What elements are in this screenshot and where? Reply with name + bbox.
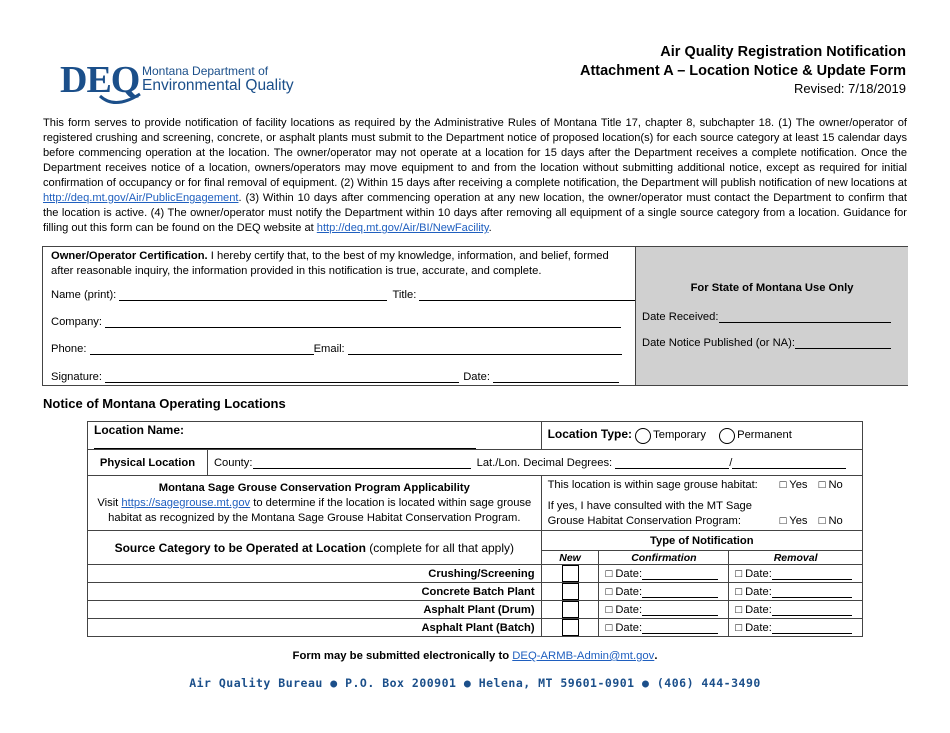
state-use-heading: For State of Montana Use Only: [690, 282, 854, 294]
logo-swoosh-icon: [60, 88, 150, 108]
habitat-no-checkbox[interactable]: □ No: [818, 479, 843, 491]
notification-type-heading: Type of Notification: [541, 531, 862, 551]
sage-grouse-heading: Montana Sage Grouse Conservation Program Applicability: [158, 481, 470, 494]
location-name-field[interactable]: [94, 437, 476, 449]
bureau-address: Air Quality Bureau ● P.O. Box 200901 ● Helena, MT 59601-0901 ● (406) 444-3490: [189, 676, 761, 690]
temporary-radio[interactable]: [635, 428, 651, 444]
public-engagement-link[interactable]: http://deq.mt.gov/Air/PublicEngagement: [43, 192, 239, 204]
title-field[interactable]: [419, 289, 649, 301]
source-category-name: Concrete Batch Plant: [88, 583, 542, 601]
location-name-cell: Location Name:: [88, 422, 542, 450]
sage-grouse-questions-cell: [541, 476, 862, 531]
consulted-no-checkbox[interactable]: □ No: [818, 515, 843, 527]
sage-grouse-text: Visit https://sagegrouse.mt.gov to determine if the location is located within sage grouse habitat as recognized by the Montana Sage Grouse Habitat Conservation Program.: [97, 496, 532, 524]
name-row: Name (print): Title:: [51, 289, 649, 301]
col-confirmation-header: Confirmation: [599, 551, 729, 565]
signature-date-field[interactable]: [493, 371, 619, 383]
physical-location-label: Physical Location: [88, 450, 208, 476]
new-checkbox[interactable]: [562, 583, 579, 600]
physical-location-cell: County: Lat./Lon. Decimal Degrees: /: [207, 450, 862, 476]
new-checkbox[interactable]: [562, 601, 579, 618]
confirmation-date-field[interactable]: [642, 604, 718, 616]
table-row: Crushing/Screening □ Date: □ Date:: [88, 565, 863, 583]
county-field[interactable]: [253, 457, 471, 469]
habitat-question: This location is within sage grouse habitat:: [547, 479, 758, 491]
permanent-radio[interactable]: [719, 428, 735, 444]
latitude-field[interactable]: [615, 457, 729, 469]
date-published-row: Date Notice Published (or NA):: [642, 337, 891, 349]
date-received-row: Date Received:: [642, 311, 891, 323]
source-category-heading: Source Category to be Operated at Location (complete for all that apply): [88, 531, 542, 565]
removal-date-field[interactable]: [772, 586, 852, 598]
location-table: [87, 421, 863, 637]
deq-logo: [60, 58, 320, 108]
logo-deq-text: DEQ: [60, 59, 140, 101]
date-received-field[interactable]: [719, 311, 891, 323]
removal-date-field[interactable]: [772, 568, 852, 580]
form-subtitle: Attachment A – Location Notice & Update Form: [579, 63, 906, 79]
removal-date-field[interactable]: [772, 622, 852, 634]
col-new-header: New: [541, 551, 599, 565]
table-row: Asphalt Plant (Batch) □ Date: □ Date:: [88, 619, 863, 637]
source-category-name: Asphalt Plant (Batch): [88, 619, 542, 637]
submission-note: Form may be submitted electronically to DEQ-ARMB-Admin@mt.gov.: [292, 650, 658, 662]
confirmation-date-field[interactable]: [642, 622, 718, 634]
source-category-name: Asphalt Plant (Drum): [88, 601, 542, 619]
state-use-panel: [635, 247, 908, 385]
col-removal-header: Removal: [729, 551, 863, 565]
new-checkbox[interactable]: [562, 565, 579, 582]
location-type-cell: Location Type: Temporary Permanent: [541, 422, 862, 450]
intro-paragraph: This form serves to provide notification of facility locations as required by the Administrative Rules of Montana Title 17, chapter 8, subchapter 18. (1) The owner/operator of registered crushing and screening, concrete, or asphalt plants must submit to the Department notice of proposed location(s) for each source category at least 15 calendar days before commencing operation at the location. The owner/operator may not operate at a location for 15 days after the Department receives a complete notification. Once the Department receives notice of a location, owners/operators may move equipment to and from the location without submitting additional notice, except as required for initial confirmation of occupancy or for final removal of equipment. (2) Within 15 days after receiving a complete notification, the Department will publish notification of new locations at http://deq.mt.gov/Air/PublicEngagement. (3) Within 10 days after commencing operation at any new location, the owner/operator must contact the Department to confirm that the location is active. (4) The owner/operator must notify the Department within 10 days after removing all equipment of a single source category from a location. Guidance for filling out this form can be found on the DEQ website at http://deq.mt.gov/Air/BI/NewFacility.: [43, 117, 907, 234]
signature-field[interactable]: [105, 371, 459, 383]
logo-line1: Montana Department of: [142, 64, 269, 78]
sage-grouse-info-cell: [88, 476, 542, 531]
consulted-yes-checkbox[interactable]: □ Yes: [779, 515, 808, 527]
removal-date-field[interactable]: [772, 604, 852, 616]
phone-row: Phone: Email:: [51, 343, 622, 355]
form-title: Air Quality Registration Notification: [660, 44, 906, 60]
email-field[interactable]: [348, 343, 622, 355]
certification-box: [42, 246, 908, 386]
confirmation-date-field[interactable]: [642, 568, 718, 580]
confirmation-date-field[interactable]: [642, 586, 718, 598]
signature-row: Signature: Date:: [51, 371, 619, 383]
consulted-question-line2: Grouse Habitat Conservation Program:: [547, 515, 741, 527]
phone-field[interactable]: [90, 343, 314, 355]
certification-statement: Owner/Operator Certification. I hereby certify that, to the best of my knowledge, information, and belief, formed after reasonable inquiry, the information provided in this notification is true, accurate, and complete.: [51, 250, 609, 277]
longitude-field[interactable]: [732, 457, 846, 469]
submission-email-link[interactable]: DEQ-ARMB-Admin@mt.gov: [512, 650, 655, 662]
revision-date: Revised: 7/18/2019: [793, 81, 906, 96]
table-row: Concrete Batch Plant □ Date: □ Date:: [88, 583, 863, 601]
company-row: Company:: [51, 316, 621, 328]
name-field[interactable]: [119, 289, 387, 301]
new-facility-link[interactable]: http://deq.mt.gov/Air/BI/NewFacility: [316, 222, 489, 234]
company-field[interactable]: [105, 316, 621, 328]
source-category-name: Crushing/Screening: [88, 565, 542, 583]
section-title: Notice of Montana Operating Locations: [43, 396, 286, 411]
date-published-field[interactable]: [795, 337, 891, 349]
habitat-yes-checkbox[interactable]: □ Yes: [779, 479, 808, 491]
table-row: Asphalt Plant (Drum) □ Date: □ Date:: [88, 601, 863, 619]
consulted-question-line1: If yes, I have consulted with the MT Sage: [547, 500, 752, 512]
logo-line2: Environmental Quality: [142, 77, 294, 94]
new-checkbox[interactable]: [562, 619, 579, 636]
sage-grouse-link[interactable]: https://sagegrouse.mt.gov: [121, 496, 251, 509]
